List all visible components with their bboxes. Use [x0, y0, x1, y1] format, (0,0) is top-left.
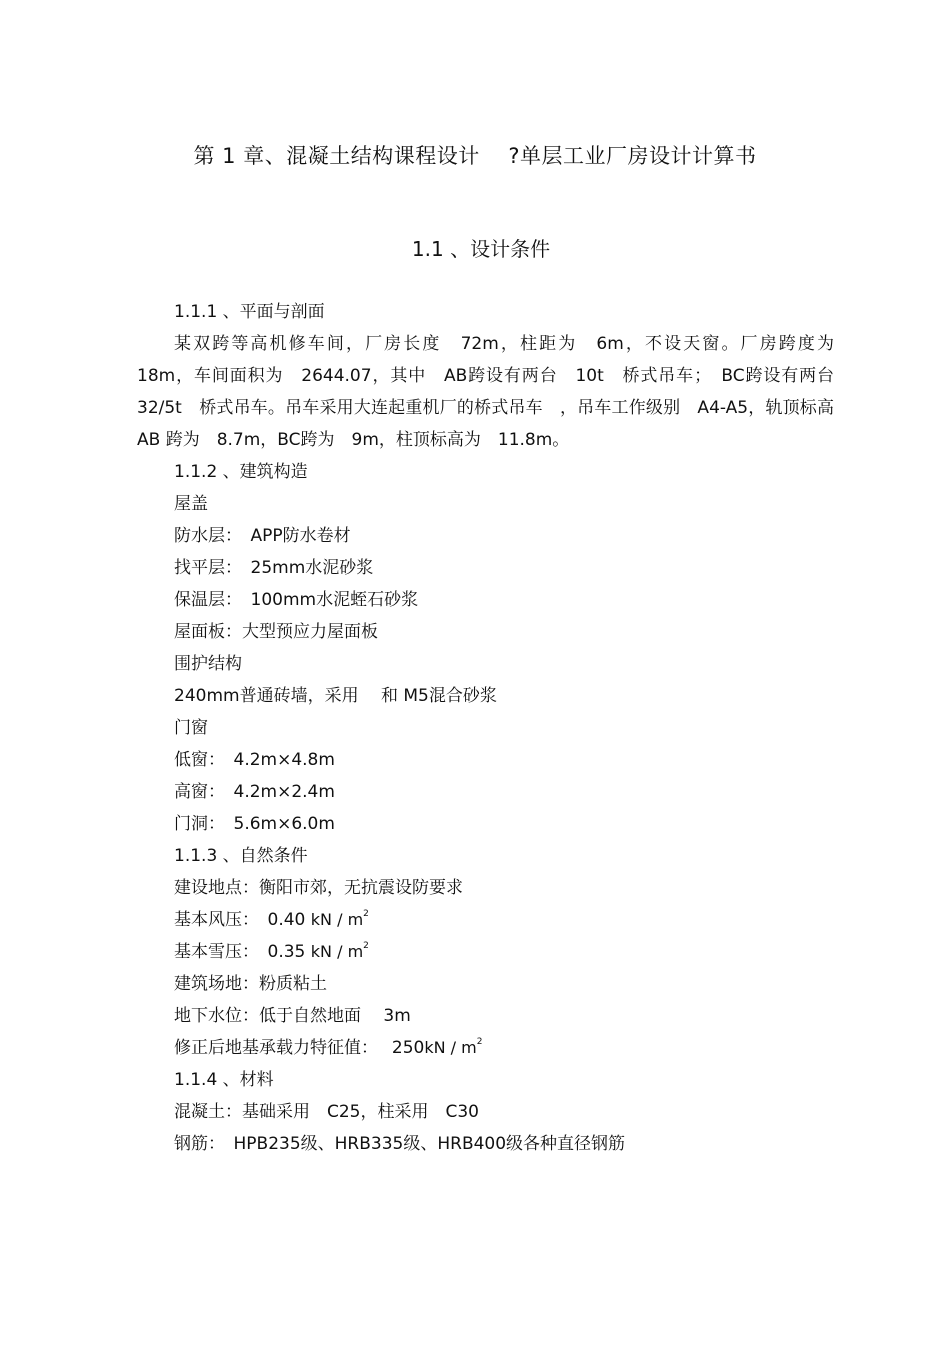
document-body — [137, 296, 851, 1160]
insulation-layer: 保温层： 100mm水泥蛭石砂浆 — [174, 590, 419, 610]
groundwater-level: 地下水位：低于自然地面 3m — [174, 1006, 411, 1026]
wind-pressure-unit: kN / $m^2$ — [310, 909, 369, 929]
wall-spec: 240mm普通砖墙，采用 和 M5混合砂浆 — [174, 686, 497, 706]
section-title: 1.1 、设计条件 — [411, 237, 551, 261]
rebar-spec: 钢筋： HPB235级、HRB335级、HRB400级各种直径钢筋 — [174, 1134, 626, 1154]
wind-pressure — [137, 904, 834, 936]
doors-windows-heading: 门窗 — [174, 718, 208, 738]
bearing-capacity-label: 修正后地基承载力特征值： 250 — [174, 1038, 425, 1058]
subsection-heading-plan: 1.1.1 、平面与剖面 — [174, 302, 325, 322]
door-opening-size: 门洞： 5.6m×6.0m — [174, 814, 335, 834]
bearing-capacity — [137, 1032, 834, 1064]
bearing-capacity-unit: kN / $m^2$ — [424, 1037, 483, 1057]
subsection-heading-natural: 1.1.3 、自然条件 — [174, 846, 308, 866]
concrete-spec: 混凝土：基础采用 C25，柱采用 C30 — [174, 1102, 480, 1122]
roof-panel: 屋面板：大型预应力屋面板 — [174, 622, 378, 642]
site-location: 建设地点：衡阳市郊，无抗震设防要求 — [174, 878, 463, 898]
snow-pressure — [137, 936, 834, 968]
low-window-size: 低窗： 4.2m×4.8m — [174, 750, 335, 770]
high-window-size: 高窗： 4.2m×2.4m — [174, 782, 335, 802]
leveling-layer: 找平层： 25mm水泥砂浆 — [174, 558, 374, 578]
wind-pressure-label: 基本风压： 0.40 — [174, 910, 311, 930]
subsection-heading-construction: 1.1.2 、建筑构造 — [174, 462, 308, 482]
waterproof-layer: 防水层： APP防水卷材 — [174, 526, 351, 546]
enclosure-heading: 围护结构 — [174, 654, 242, 674]
plan-section-paragraph: 某双跨等高机修车间，厂房长度 72m，柱距为 6m，不设天窗。厂房跨度为 18m，车间面积为 2644.07，其中 AB跨设有两台 10t 桥式吊车； BC跨设有两台 32/5t 桥式吊车。吊车采用大连起重机厂的桥式吊车 ，吊车工作级别 A4-A5，轨顶标高 AB 跨为 8.7m，BC跨为 9m，柱顶标高为 11.8m。 — [137, 334, 851, 450]
subsection-heading-materials: 1.1.4 、材料 — [174, 1070, 274, 1090]
chapter-title: 第 1 章、混凝土结构课程设计 ?单层工业厂房设计计算书 — [193, 144, 757, 168]
roof-heading: 屋盖 — [174, 494, 208, 514]
snow-pressure-unit: kN / $m^2$ — [310, 941, 369, 961]
site-soil: 建筑场地：粉质粘土 — [174, 974, 327, 994]
snow-pressure-label: 基本雪压： 0.35 — [174, 942, 311, 962]
